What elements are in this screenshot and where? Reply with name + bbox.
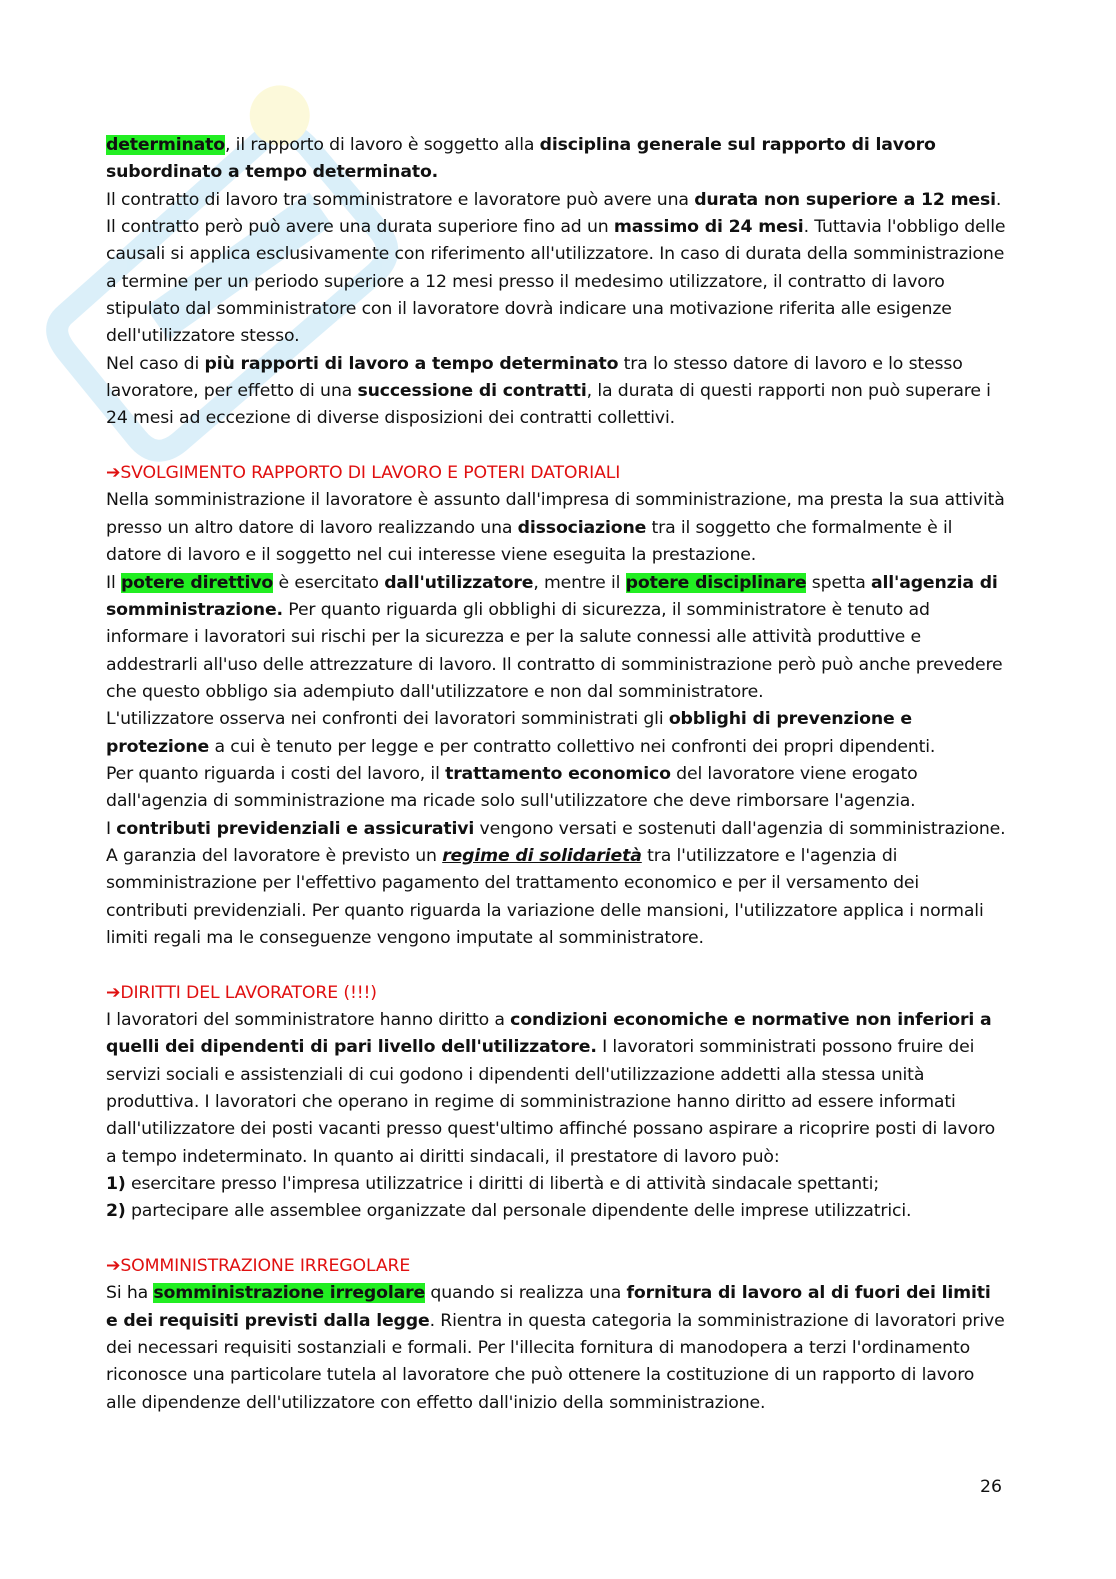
text-run: del lavoratore viene erogato dall'agenzia di somministrazione ma ricade solo sull'utilizzatore che deve rimborsare l'agenzia. — [106, 763, 918, 812]
paragraph — [106, 351, 1006, 433]
text-run: Si ha — [106, 1283, 154, 1304]
text-run: I lavoratori somministrati possono fruire dei servizi sociali e assistenziali di cui godono i dipendenti dell'utilizzazione addetti alla stessa unità produttiva. I lavoratori che operano in regime di somministrazione hanno diritto ad essere informati dall'utilizzatore dei posti vacanti presso quest'ultimo affinché possano aspirare a ricoprire posti di lavoro a tempo indeterminato. In quanto ai diritti sindacali, il prestatore di lavoro può: — [106, 1037, 996, 1167]
text-run: partecipare alle assemblee organizzate dal personale dipendente delle imprese utilizzatrici. — [125, 1201, 912, 1222]
bold-text: più rapporti di lavoro a tempo determinato — [204, 353, 619, 374]
text-run: , il rapporto di lavoro è soggetto alla — [224, 135, 540, 155]
bold-text: obblighi di prevenzione e protezione — [106, 709, 912, 757]
text-run: Per quanto riguarda gli obblighi di sicurezza, il somministratore è tenuto ad informare i lavoratori sui rischi per la sicurezza e per la salute connessi alle attività produttive e addestrarli all'uso delle attrezzature di lavoro. Il contratto di somministrazione però può anche prevedere che questo obbligo sia adempiuto dall'utilizzatore e non dal somministratore. — [106, 599, 1003, 702]
text-run: ➔DIRITTI DEL LAVORATORE (!!!) — [106, 982, 377, 1003]
section-heading — [106, 460, 1006, 487]
text-run: Il — [106, 572, 121, 593]
text-run: . Il contratto però può avere una durata superiore fino ad un — [106, 189, 1002, 238]
text-run: ➔SVOLGIMENTO RAPPORTO DI LAVORO E POTERI DATORIALI — [106, 463, 621, 484]
bold-text: all'agenzia di somministrazione. — [106, 572, 998, 620]
paragraph — [106, 761, 1006, 816]
text-run: , la durata di questi rapporti non può superare i 24 mesi ad eccezione di diverse disposizioni dei contratti collettivi. — [106, 381, 991, 429]
text-run: tra il soggetto che formalmente è il datore di lavoro e il soggetto nel cui interesse viene eseguita la prestazione. — [106, 517, 953, 566]
page-number: 26 — [980, 1477, 1002, 1497]
bold-text: disciplina generale sul rapporto di lavoro subordinato a tempo determinato. — [106, 135, 936, 183]
paragraph — [106, 187, 1006, 351]
text-run: I lavoratori del somministratore hanno diritto a — [106, 1010, 511, 1030]
text-run: vengono versati e sostenuti dall'agenzia di somministrazione. A garanzia del lavoratore è previsto un — [106, 818, 1006, 866]
bold-text: condizioni economiche e normative non inferiori a quelli dei dipendenti di pari livello dell'utilizzatore. — [106, 1010, 992, 1058]
text-run: . Rientra in questa categoria la somministrazione di lavoratori prive dei necessari requisiti sostanziali e formali. Per l'illecita fornitura di manodopera a terzi l'ordinamento riconosce una particolare tutela al lavoratore che può ottenere la costituzione di un rapporto di lavoro alle dipendenze dell'utilizzatore con effetto dall'inizio della somministrazione. — [106, 1310, 1005, 1413]
paragraph — [106, 487, 1006, 569]
paragraph-spacer — [106, 952, 1006, 979]
highlighted-term: determinato — [106, 135, 225, 155]
paragraph-spacer — [106, 433, 1006, 460]
bold-text: massimo di 24 mesi — [613, 217, 804, 238]
bold-text: successione di contratti — [357, 381, 587, 402]
paragraph — [106, 1171, 1006, 1198]
bold-text: dall'utilizzatore — [384, 572, 534, 593]
text-run: L'utilizzatore osserva nei confronti dei lavoratori somministrati gli — [106, 709, 669, 730]
paragraph — [106, 1007, 1006, 1171]
text-run: a cui è tenuto per legge e per contratto collettivo nei confronti dei propri dipendenti. — [209, 736, 936, 757]
paragraph — [106, 132, 1006, 187]
bold-text: 1) — [106, 1174, 126, 1195]
text-run: . Tuttavia l'obbligo delle causali si applica esclusivamente con riferimento all'utilizzatore. In caso di durata della somministrazione a termine per un periodo superiore a 12 mesi presso il medesimo utilizzatore, il contratto di lavoro stipulato dal somministratore con il lavoratore dovrà indicare una motivazione riferita alle esigenze dell'utilizzatore stesso. — [106, 217, 1006, 347]
text-run: Nel caso di — [106, 353, 205, 374]
section-heading — [106, 1253, 1006, 1280]
text-run: Il contratto di lavoro tra somministratore e lavoratore può avere una — [106, 189, 695, 210]
text-run: esercitare presso l'impresa utilizzatrice i diritti di libertà e di attività sindacale spettanti; — [125, 1174, 880, 1195]
bold-text: fornitura di lavoro al di fuori dei limiti e dei requisiti previsti dalla legge — [106, 1283, 991, 1331]
bold-text: durata non superiore a 12 mesi — [694, 189, 996, 210]
paragraph — [106, 706, 1006, 761]
paragraph-spacer — [106, 1226, 1006, 1253]
bold-text: trattamento economico — [445, 763, 671, 784]
document-body — [106, 132, 1006, 1417]
bold-text: contributi previdenziali e assicurativi — [116, 818, 475, 839]
text-run: quando si realizza una — [425, 1283, 627, 1304]
paragraph — [106, 1198, 1006, 1225]
text-run: spetta — [806, 572, 871, 593]
underlined-term: regime di solidarietà — [442, 845, 642, 866]
highlighted-term: potere direttivo — [120, 572, 274, 593]
bold-text: dissociazione — [517, 517, 647, 538]
paragraph — [106, 816, 1006, 953]
text-run: Per quanto riguarda i costi del lavoro, il — [106, 763, 446, 784]
text-run: è esercitato — [273, 572, 385, 593]
text-run: tra l'utilizzatore e l'agenzia di somministrazione per l'effettivo pagamento del trattamento economico e per il versamento dei contributi previdenziali. Per quanto riguarda la variazione delle mansioni, l'utilizzatore applica i normali limiti regali ma le conseguenze vengono imputate al somministratore. — [106, 845, 984, 948]
text-run: ➔SOMMINISTRAZIONE IRREGOLARE — [106, 1256, 411, 1277]
paragraph — [106, 570, 1006, 707]
bold-text: 2) — [106, 1201, 126, 1222]
text-run: Nella somministrazione il lavoratore è assunto dall'impresa di somministrazione, ma presta la sua attività presso un altro datore di lavoro realizzando una — [106, 490, 1005, 538]
paragraph — [106, 1280, 1006, 1417]
text-run: , mentre il — [533, 572, 626, 593]
highlighted-term: potere disciplinare — [625, 572, 807, 593]
text-run: tra lo stesso datore di lavoro e lo stesso lavoratore, per effetto di una — [106, 353, 963, 402]
section-heading — [106, 980, 1006, 1007]
highlighted-term: somministrazione irregolare — [153, 1283, 426, 1304]
text-run: I — [106, 818, 117, 839]
